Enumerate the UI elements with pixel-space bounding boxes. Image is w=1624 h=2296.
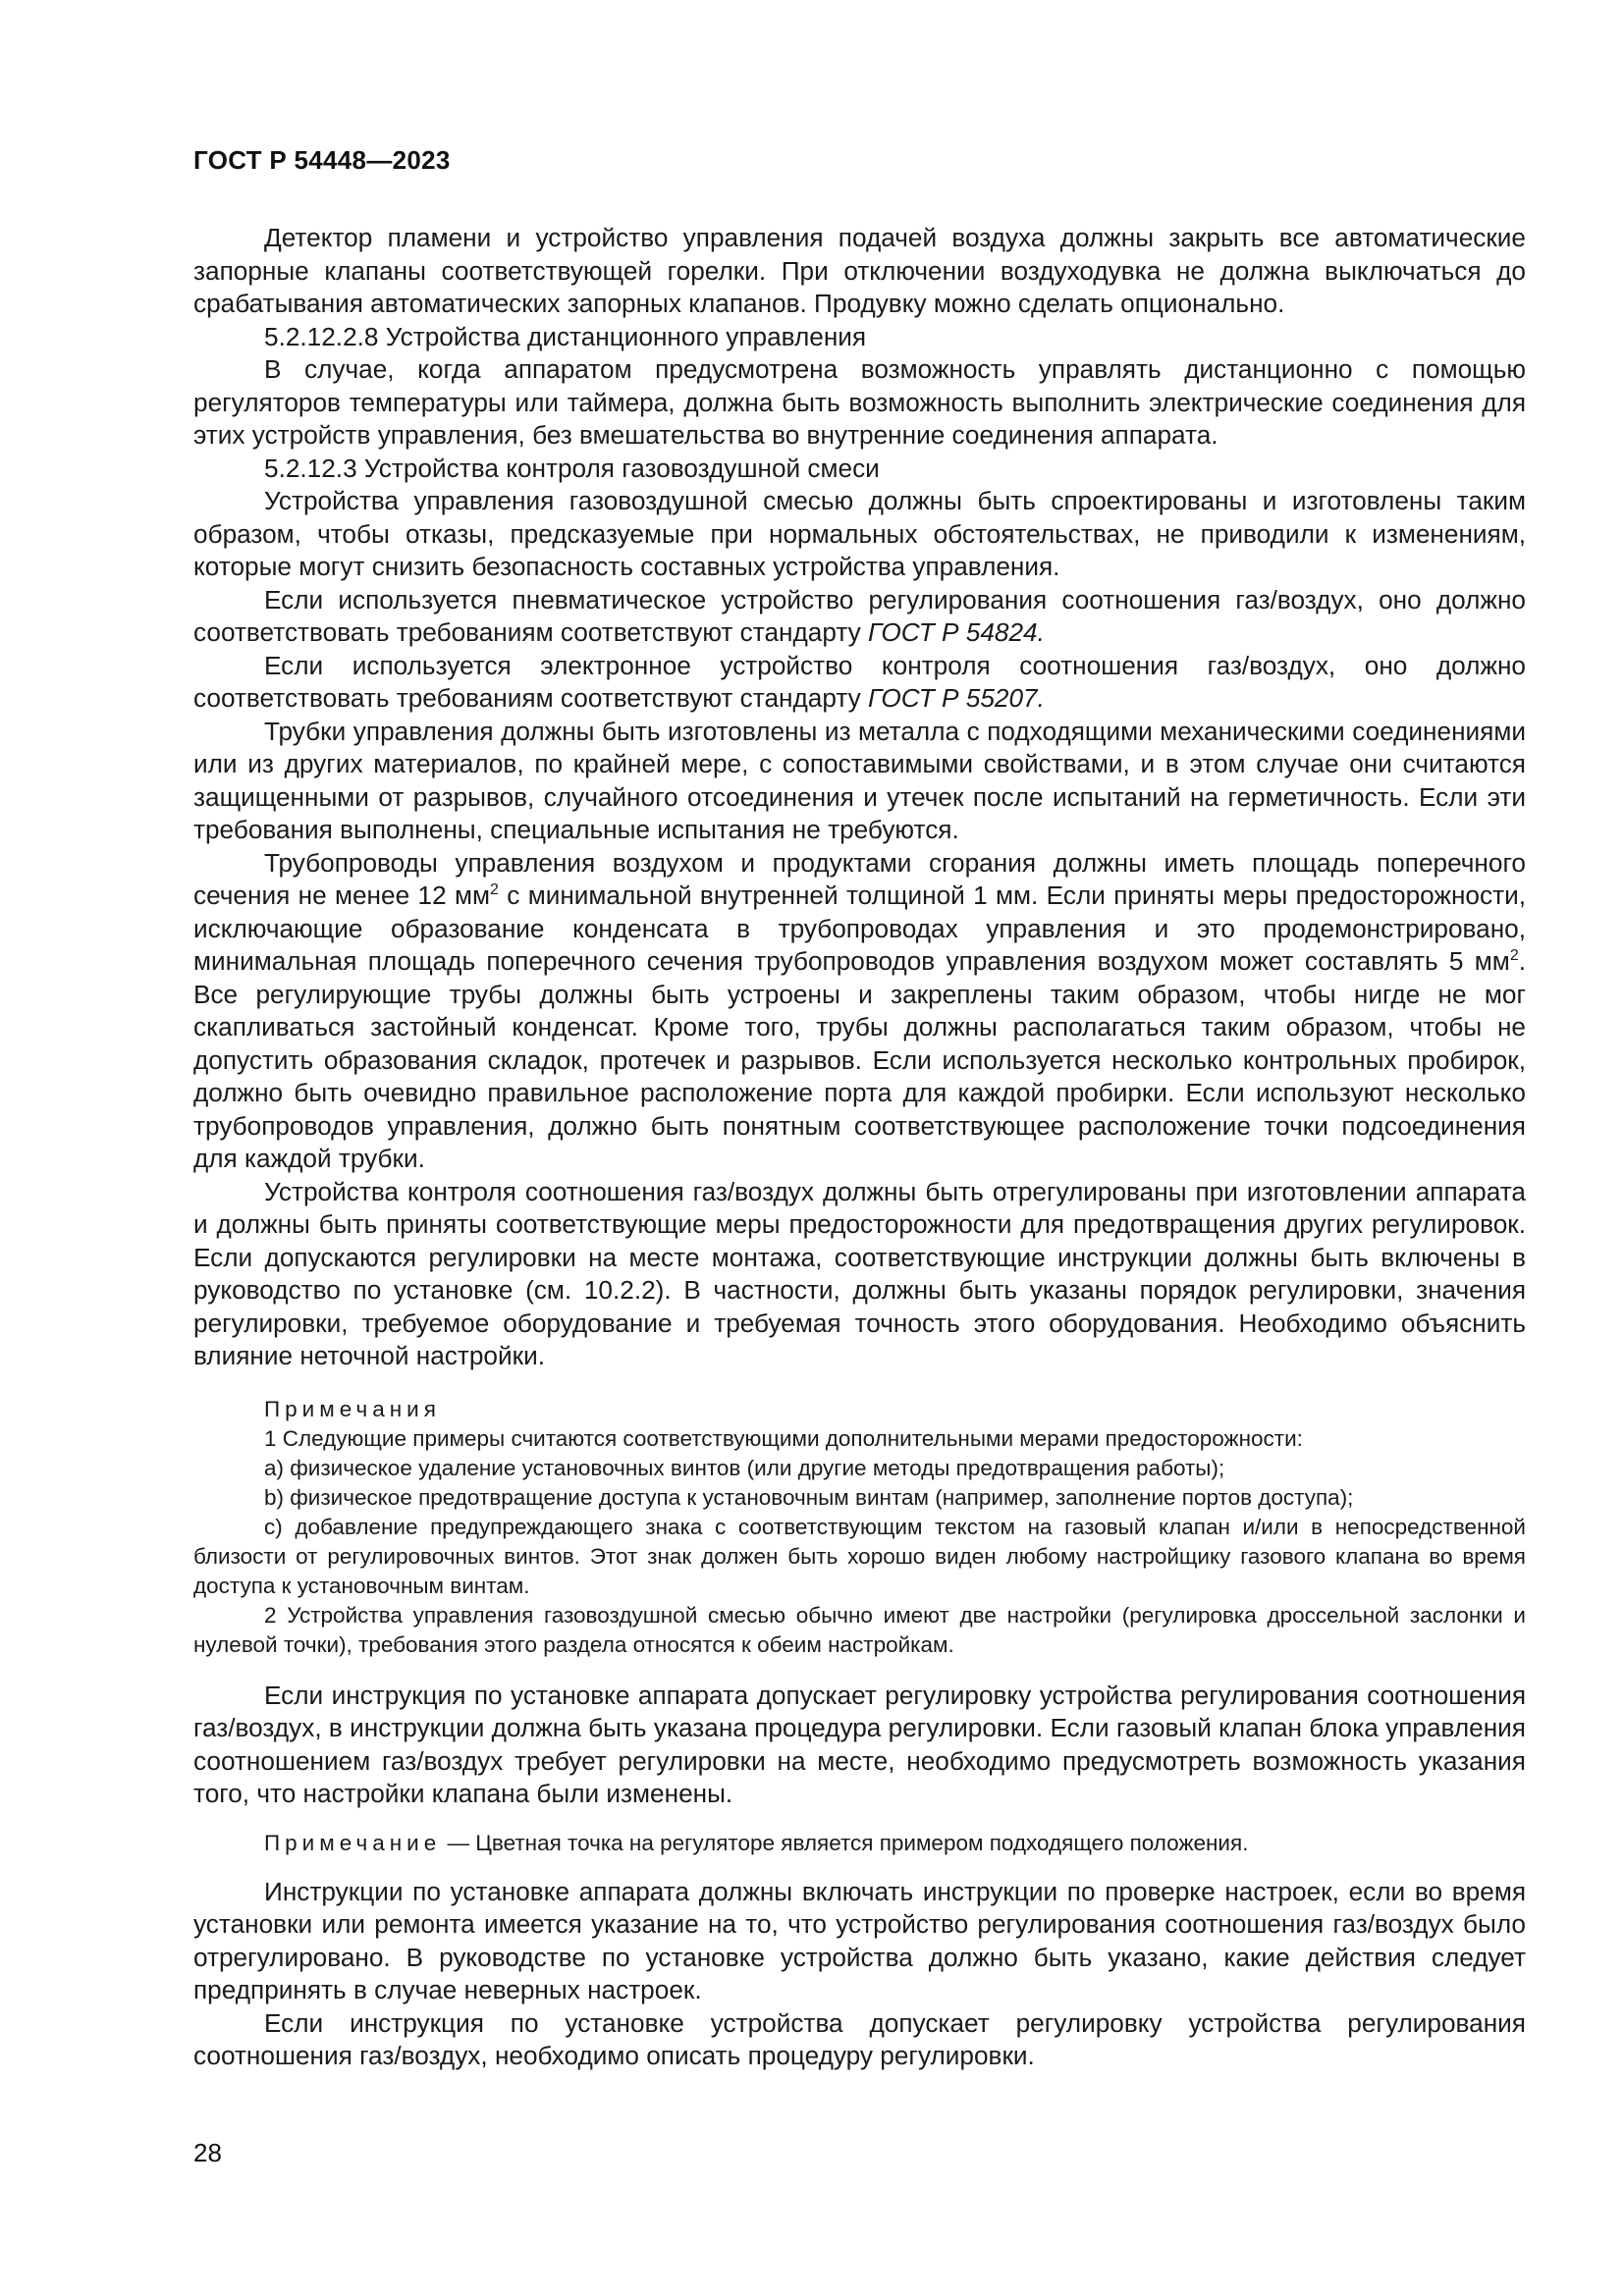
notes-block — [193, 1395, 1526, 1660]
pipelines-text-part3: . Все регулирующие трубы должны быть устроены и закреплены таким образом, чтобы нигде не мог скапливаться застойный конденсат. Кроме того, трубы должны располагаться таким образом, чтобы не допустить образования складок, протечек и разрывов. Если используется несколько контрольных пробирок, должно быть очевидно правильное расположение порта для каждой пробирки. Если используют несколько трубопроводов управления, должно быть понятным соответствующее расположение точки подсоединения для каждой трубки. — [193, 946, 1526, 1173]
note-item-2: 2 Устройства управления газовоздушной смесью обычно имеют две настройки (регулировка дроссельной заслонки и нулевой точки), требования этого раздела относятся к обеим настройкам. — [193, 1602, 1526, 1657]
section-heading-gas-air-mix: 5.2.12.3 Устройства контроля газовоздушной смеси — [264, 453, 880, 483]
paragraph-adjust-procedure: Если инструкция по установке устройства допускает регулировку устройства регулирования соотношения газ/воздух, необходимо описать процедуру регулировки. — [193, 2007, 1526, 2070]
standard-reference-54824: ГОСТ Р 54824. — [867, 617, 1045, 647]
paragraph-gas-air-control: Устройства управления газовоздушной смесью должны быть спроектированы и изготовлены таким образом, чтобы отказы, предсказуемые при нормальных обстоятельствах, не приводили к изменениям, которые могут снизить безопасность составных устройства управления. — [193, 486, 1526, 581]
page-number: 28 — [193, 2138, 222, 2167]
note-item-c: c) добавление предупреждающего знака с соответствующим текстом на газовый клапан и/или в непосредственной близости от регулировочных винтов. Этот знак должен быть хорошо виден любому настройщику газового клапана во время доступа к установочным винтам. — [193, 1514, 1526, 1598]
paragraph-pneumatic-text: Если используется пневматическое устройство регулирования соотношения газ/воздух, оно должно соответствовать требованиям соответствуют стандарту — [193, 584, 1526, 647]
paragraph-electronic-text: Если используется электронное устройство контроля соотношения газ/воздух, оно должно соответствовать требованиям соответствуют стандарту — [193, 650, 1526, 713]
single-note-text: — Цветная точка на регуляторе является примером подходящего положения. — [441, 1830, 1249, 1855]
standard-reference-55207: ГОСТ Р 55207. — [867, 683, 1045, 713]
note-item-1: 1 Следующие примеры считаются соответствующими дополнительными мерами предосторожности: — [264, 1425, 1303, 1451]
paragraph-control-tubes: Трубки управления должны быть изготовлены из металла с подходящими механическими соединениями или из других материалов, по крайней мере, с сопоставимыми свойствами, и в этом случае они считаются защищенными от разрывов, случайного отсоединения и утечек после испытаний на герметичность. Если эти требования выполнены, специальные испытания не требуются. — [193, 716, 1526, 844]
pipelines-text-part1: Трубопроводы управления воздухом и продуктами сгорания должны иметь площадь поперечного сечения не менее 12 мм — [193, 847, 1526, 910]
single-note-heading: Примечание — [264, 1830, 442, 1855]
document-header: ГОСТ Р 54448—2023 — [193, 145, 451, 175]
paragraph-electronic-device — [193, 650, 1526, 716]
single-note — [193, 1829, 1526, 1858]
paragraph-install-instructions: Если инструкция по установке аппарата допускает регулировку устройства регулирования соотношения газ/воздух, в инструкции должна быть указана процедура регулировки. Если газовый клапан блока управления соотношением газ/воздух требует регулировки на месте, необходимо предусмотреть возможность указания того, что настройки клапана были изменены. — [193, 1680, 1526, 1808]
notes-heading — [193, 1395, 1526, 1424]
paragraph-adjustment: Устройства контроля соотношения газ/воздух должны быть отрегулированы при изготовлении аппарата и должны быть приняты соответствующие меры предосторожности для предотвращения других регулировок. Если допускаются регулировки на месте монтажа, соответствующие инструкции должны быть включены в руководство по установке (см. 10.2.2). В частности, должны быть указаны порядок регулировки, значения регулировки, требуемое оборудование и требуемая точность этого оборудования. Необходимо объяснить влияние неточной настройки. — [193, 1176, 1526, 1370]
paragraph-remote-control: В случае, когда аппаратом предусмотрена возможность управлять дистанционно с помощью регуляторов температуры или таймера, должна быть возможность выполнить электрические соединения для этих устройств управления, без вмешательства во внутренние соединения аппарата. — [193, 354, 1526, 450]
paragraph-control-pipelines — [193, 847, 1526, 1176]
paragraph-pneumatic-device — [193, 584, 1526, 650]
superscript-squared: 2 — [490, 881, 499, 898]
notes-heading-text: Примечания — [264, 1396, 441, 1421]
document-body — [193, 222, 1526, 2073]
note-item-a: a) физическое удаление установочных винтов (или другие методы предотвращения работы); — [264, 1455, 1225, 1480]
paragraph-check-settings: Инструкции по установке аппарата должны включать инструкции по проверке настроек, если во время установки или ремонта имеется указание на то, что устройство регулирования соотношения газ/воздух было отрегулировано. В руководстве по установке устройства должно быть указано, какие действия следует предпринять в случае неверных настроек. — [193, 1876, 1526, 2004]
pipelines-text-part2: с минимальной внутренней толщиной 1 мм. Если приняты меры предосторожности, исключающие образование конденсата в трубопроводах управления и это продемонстрировано, минимальная площадь поперечного сечения трубопроводов управления воздухом может составлять 5 мм — [193, 881, 1526, 976]
paragraph-flame-detector: Детектор пламени и устройство управления подачей воздуха должны закрыть все автоматические запорные клапаны соответствующей горелки. При отключении воздуходувка не должна выключаться до срабатывания автоматических запорных клапанов. Продувку можно сделать опционально. — [193, 223, 1526, 318]
section-heading-remote-control: 5.2.12.2.8 Устройства дистанционного управления — [264, 321, 867, 351]
note-item-b: b) физическое предотвращение доступа к установочным винтам (например, заполнение портов доступа); — [264, 1484, 1354, 1510]
superscript-squared: 2 — [1509, 947, 1519, 964]
